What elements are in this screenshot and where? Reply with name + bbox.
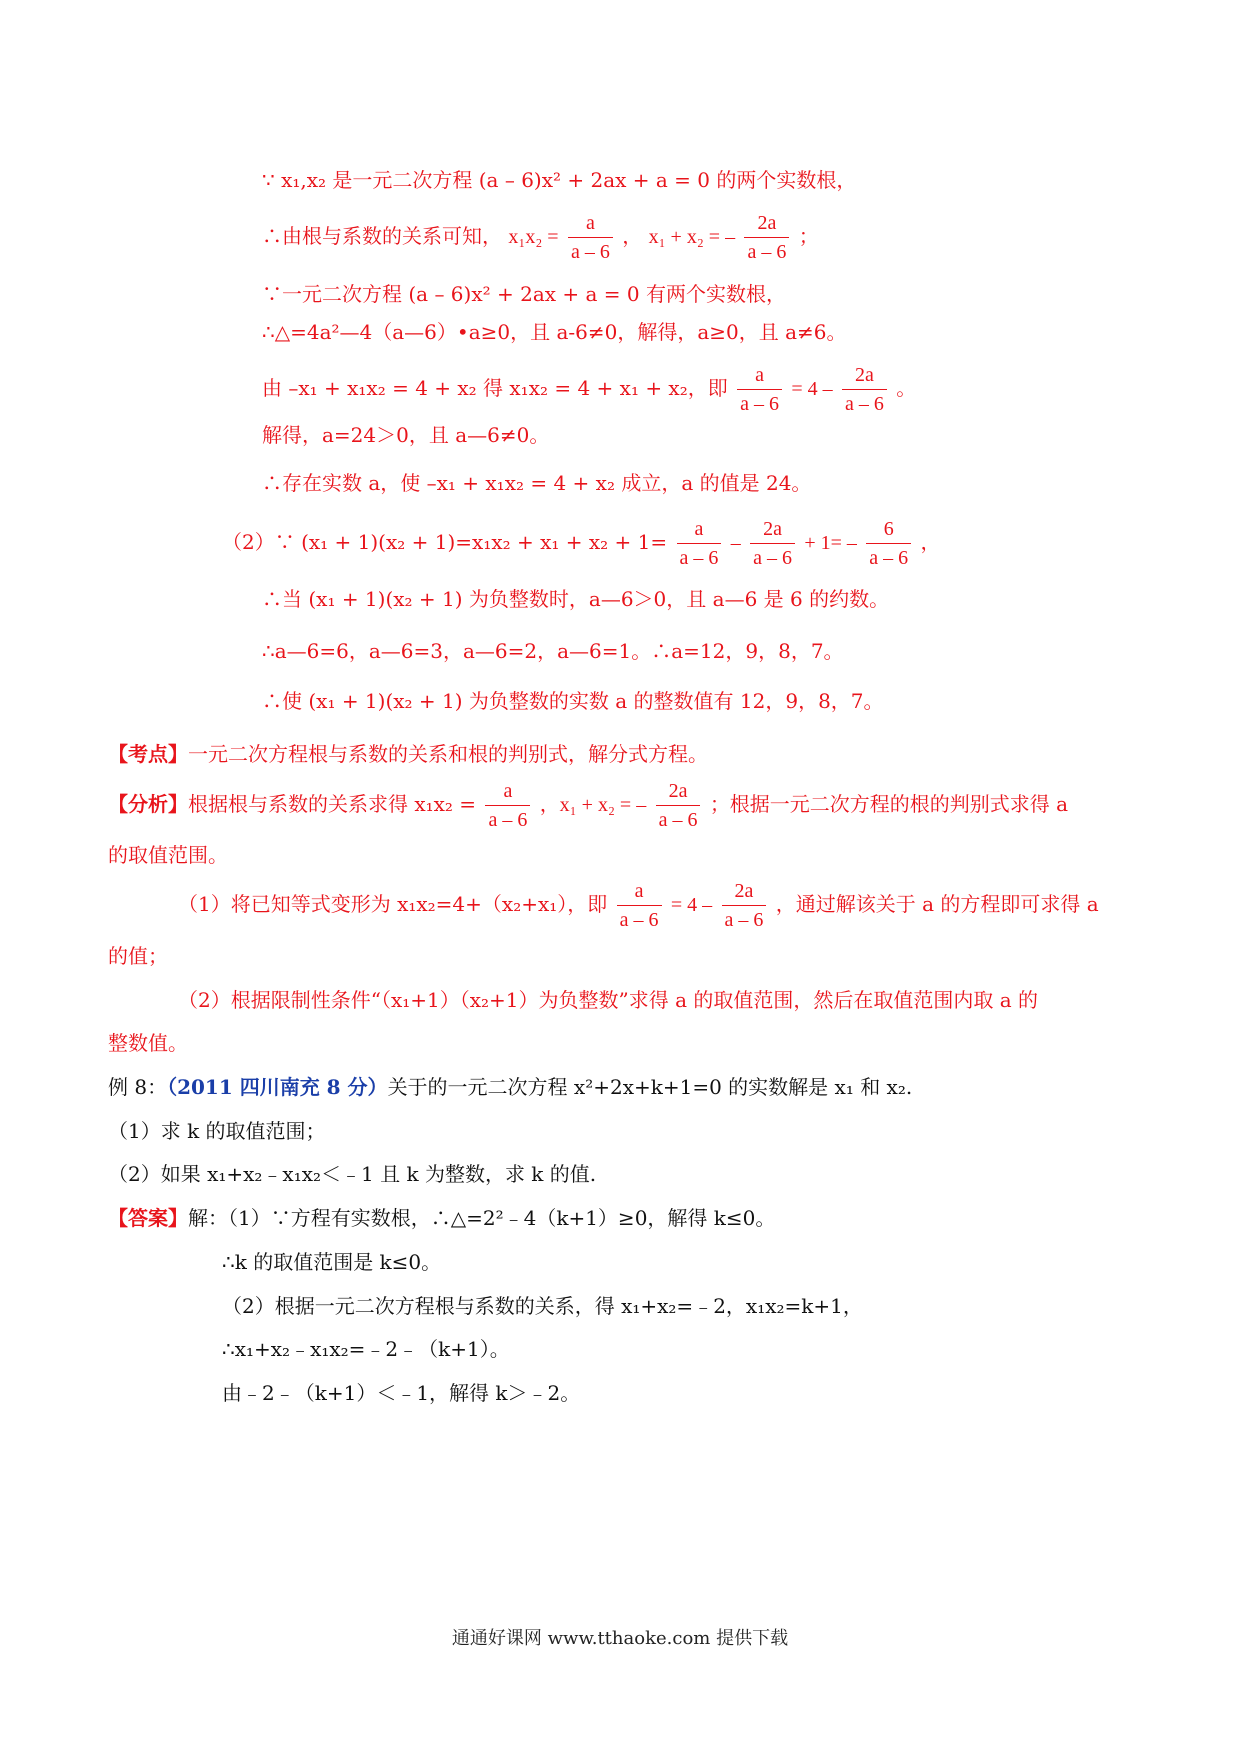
solution-line-5 (262, 358, 916, 419)
solution-line-8-text: （2）∵ (x₁ + 1)(x₂ + 1)=x₁x₂ + x₁ + x₂ + 1= (222, 530, 668, 554)
fraction-a-over-a-minus-6 (568, 209, 613, 266)
fraction-a-over-a-minus-6 (737, 361, 782, 418)
fraction-6-over-a-minus-6 (866, 515, 911, 572)
solution-line-7: ∴存在实数 a，使 –x₁ + x₁x₂ = 4 + x₂ 成立，a 的值是 24。 (262, 471, 812, 495)
sum-lhs: x₁ + x₂ = – (648, 226, 736, 248)
fenxi-text-2: ；根据一元二次方程的根的判别式求得 a (709, 792, 1069, 816)
fraction-numerator: 6 (866, 515, 911, 544)
solution-line-2 (262, 206, 819, 267)
answer-line-1 (108, 1203, 775, 1233)
solution-line-9: ∴当 (x₁ + 1)(x₂ + 1) 为负整数时，a—6＞0，且 a—6 是 6 的约数。 (262, 587, 890, 611)
solution-line-2-prefix: ∴由根与系数的关系可知， (262, 224, 502, 248)
fenxi-point-2: （2）根据限制性条件“（x₁+1）（x₂+1）为负整数”求得 a 的取值范围，然后在取值范围内取 a 的 (178, 988, 1039, 1012)
fraction-numerator: 2a (722, 877, 767, 906)
example-8-question-1: （1）求 k 的取值范围； (108, 1119, 326, 1143)
solution-line-1: ∵ x₁,x₂ 是一元二次方程 (a – 6)x² + 2ax + a = 0 的两个实数根， (262, 168, 857, 192)
page-footer: 通通好课网 www.tthaoke.com 提供下载 (451, 1628, 789, 1649)
solution-line-10: ∴a—6=6，a—6=3，a—6=2，a—6=1。∴a=12，9，8，7。 (262, 639, 844, 663)
separator: ， (622, 224, 643, 248)
line-end: ； (798, 224, 819, 248)
fraction-numerator: a (568, 209, 613, 238)
fraction-a-over-a-minus-6 (485, 777, 530, 834)
line-end: 。 (896, 376, 917, 400)
kaodian-text: 一元二次方程根与系数的关系和根的判别式，解分式方程。 (188, 742, 708, 766)
fenxi-point-2-continuation: 整数值。 (108, 1031, 188, 1055)
fraction-2a-over-a-minus-6 (744, 209, 789, 266)
fraction-numerator: 2a (744, 209, 789, 238)
fraction-numerator: 2a (656, 777, 701, 806)
fraction-denominator: a – 6 (570, 241, 610, 263)
plus-one-equals-minus: + 1= – (804, 532, 857, 554)
fenxi-point-1-continuation: 的值； (108, 944, 168, 968)
fraction-2a-over-a-minus-6 (750, 515, 795, 572)
example-8-prefix: 例 8： (108, 1075, 168, 1099)
example-8-question-2: （2）如果 x₁+x₂﹣x₁x₂＜﹣1 且 k 为整数，求 k 的值. (108, 1162, 597, 1186)
fenxi-point-1-text: （1）将已知等式变形为 x₁x₂=4+（x₂+x₁），即 (178, 892, 608, 916)
answer-line-2: ∴k 的取值范围是 k≤0。 (222, 1250, 442, 1274)
solution-line-4: ∴△=4a²—4（a—6）•a≥0，且 a-6≠0，解得，a≥0，且 a≠6。 (262, 320, 847, 344)
example-8-source: （2011 四川南充 8 分） (167, 1075, 388, 1099)
solution-line-6: 解得，a=24＞0，且 a—6≠0。 (262, 423, 550, 447)
fraction-denominator: a – 6 (869, 547, 909, 569)
fraction-denominator: a – 6 (724, 909, 764, 931)
fraction-2a-over-a-minus-6 (656, 777, 701, 834)
solution-line-5-text: 由 –x₁ + x₁x₂ = 4 + x₂ 得 x₁x₂ = 4 + x₁ + x₂，即 (262, 376, 728, 400)
fraction-a-over-a-minus-6 (677, 515, 722, 572)
fenxi-point-1-end: ，通过解该关于 a 的方程即可求得 a (775, 892, 1099, 916)
fraction-denominator: a – 6 (679, 547, 719, 569)
answer-text-1: 解：（1）∵方程有实数根，∴△=2²﹣4（k+1）≥0，解得 k≤0。 (188, 1206, 776, 1230)
example-8-text: 关于的一元二次方程 x²+2x+k+1=0 的实数解是 x₁ 和 x₂. (387, 1075, 913, 1099)
fraction-denominator: a – 6 (753, 547, 792, 569)
solution-line-11: ∴使 (x₁ + 1)(x₂ + 1) 为负整数的实数 a 的整数值有 12，9，8，7。 (262, 689, 884, 713)
answer-label: 【答案】 (108, 1206, 188, 1230)
fraction-denominator: a – 6 (488, 809, 528, 831)
answer-line-3: （2）根据一元二次方程根与系数的关系，得 x₁+x₂=﹣2，x₁x₂=k+1， (222, 1294, 863, 1318)
product-lhs: x₁x₂ = (508, 226, 559, 248)
fraction-denominator: a – 6 (740, 393, 779, 415)
solution-line-3: ∵一元二次方程 (a – 6)x² + 2ax + a = 0 有两个实数根， (262, 282, 786, 306)
fenxi-label: 【分析】 (108, 792, 188, 816)
fenxi-section (108, 774, 1068, 835)
fraction-2a-over-a-minus-6 (842, 361, 887, 418)
fraction-numerator: a (485, 777, 530, 806)
fraction-denominator: a – 6 (619, 909, 659, 931)
fraction-denominator: a – 6 (658, 809, 698, 831)
fraction-numerator: a (677, 515, 722, 544)
equals-four-minus: = 4 – (791, 378, 833, 400)
fraction-numerator: 2a (750, 515, 795, 544)
fenxi-text-1: 根据根与系数的关系求得 x₁x₂ = (188, 792, 477, 816)
fraction-denominator: a – 6 (747, 241, 787, 263)
fraction-numerator: a (737, 361, 782, 390)
fenxi-separator: ，x₁ + x₂ = – (539, 794, 647, 816)
kaodian-section (108, 739, 708, 769)
answer-line-4: ∴x₁+x₂﹣x₁x₂=﹣2﹣（k+1）。 (222, 1337, 510, 1361)
example-8-heading (108, 1072, 912, 1102)
fraction-2a-over-a-minus-6 (722, 877, 767, 934)
fraction-numerator: 2a (842, 361, 887, 390)
solution-line-8 (222, 512, 941, 573)
fraction-denominator: a – 6 (844, 393, 884, 415)
minus-sign: – (730, 532, 741, 554)
equals-four-minus: = 4 – (670, 894, 713, 916)
fenxi-point-1 (178, 874, 1099, 935)
kaodian-label: 【考点】 (108, 742, 188, 766)
line-end: ， (920, 530, 941, 554)
fenxi-continuation: 的取值范围。 (108, 843, 228, 867)
fraction-a-over-a-minus-6 (617, 877, 662, 934)
fraction-numerator: a (617, 877, 662, 906)
answer-line-5: 由﹣2﹣（k+1）＜﹣1，解得 k＞﹣2。 (222, 1381, 581, 1405)
